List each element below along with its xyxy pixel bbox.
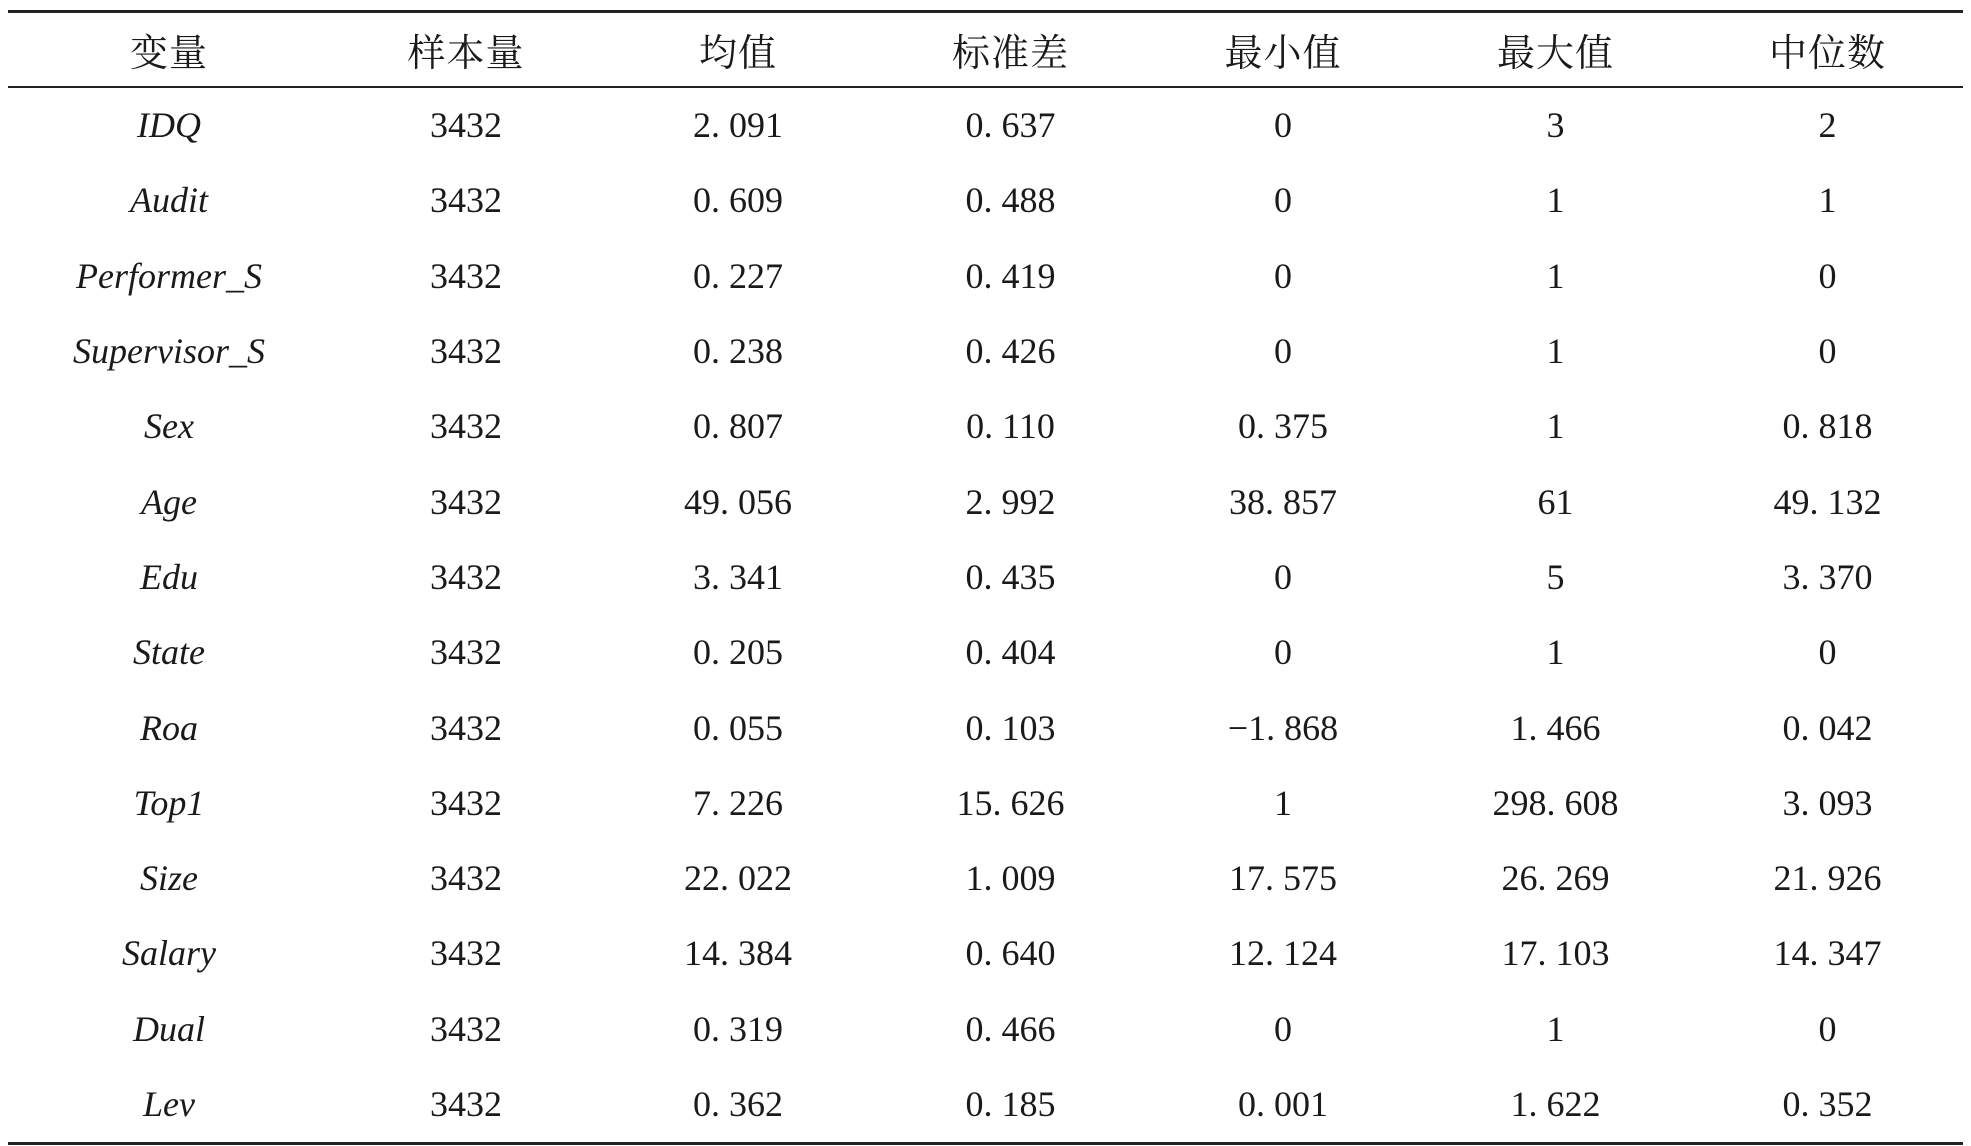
table-row (8, 464, 1963, 539)
cell-mean: 0. 807 (693, 406, 783, 447)
cell-mean: 0. 609 (693, 180, 783, 221)
cell-median: 3. 093 (1782, 782, 1873, 823)
table-row (8, 840, 1963, 915)
cell-std-dev: 2. 992 (965, 481, 1056, 522)
table-row (8, 163, 1963, 238)
cell-mean: 49. 056 (684, 481, 792, 522)
cell-variable: Salary (122, 933, 216, 974)
cell-min: 0 (1274, 556, 1292, 597)
cell-sample-size: 3432 (430, 180, 502, 221)
cell-max: 1 (1546, 406, 1565, 447)
table-row (8, 539, 1963, 614)
table-row (8, 765, 1963, 840)
header-variable: 变量 (129, 31, 208, 75)
table-row (8, 313, 1963, 388)
table-row (8, 916, 1963, 991)
header-max: 最大值 (1496, 31, 1614, 75)
cell-std-dev: 0. 637 (965, 105, 1056, 146)
cell-median: 0. 042 (1782, 707, 1873, 748)
cell-std-dev: 0. 419 (965, 255, 1056, 296)
cell-std-dev: 0. 435 (965, 556, 1056, 597)
cell-mean: 14. 384 (684, 933, 792, 974)
cell-sample-size: 3432 (430, 1008, 502, 1049)
cell-mean: 0. 319 (693, 1008, 783, 1049)
cell-mean: 0. 362 (693, 1084, 783, 1124)
table-row (8, 238, 1963, 313)
table-row (8, 991, 1963, 1066)
cell-median: 21. 926 (1773, 858, 1882, 899)
cell-variable: Supervisor_S (73, 331, 265, 372)
cell-std-dev: 0. 426 (965, 331, 1056, 372)
cell-min: 0 (1274, 180, 1292, 221)
cell-min: 1 (1274, 782, 1292, 823)
cell-median: 14. 347 (1773, 933, 1882, 974)
cell-min: 0. 375 (1238, 406, 1328, 447)
cell-sample-size: 3432 (430, 707, 502, 748)
cell-median: 0 (1818, 331, 1837, 372)
cell-std-dev: 0. 640 (965, 933, 1056, 974)
cell-max: 1 (1546, 180, 1565, 221)
cell-mean: 0. 055 (693, 707, 783, 748)
cell-std-dev: 15. 626 (956, 782, 1065, 823)
cell-variable: Top1 (133, 782, 205, 823)
cell-std-dev: 0. 488 (965, 180, 1056, 221)
table-header (8, 13, 1963, 86)
cell-sample-size: 3432 (430, 255, 502, 296)
cell-std-dev: 0. 185 (965, 1084, 1056, 1124)
cell-min: 17. 575 (1229, 858, 1337, 899)
header-median: 中位数 (1768, 31, 1886, 75)
cell-mean: 0. 227 (693, 255, 783, 296)
cell-sample-size: 3432 (430, 782, 502, 823)
cell-mean: 2. 091 (693, 105, 783, 146)
descriptive-statistics-table (8, 10, 1963, 1145)
cell-mean: 7. 226 (693, 782, 783, 823)
header-std-dev: 标准差 (951, 31, 1069, 75)
cell-median: 1 (1818, 180, 1837, 221)
cell-median: 0 (1818, 632, 1837, 673)
cell-min: 12. 124 (1229, 933, 1337, 974)
cell-sample-size: 3432 (430, 1084, 502, 1124)
cell-std-dev: 0. 404 (965, 632, 1056, 673)
header-sample-size: 样本量 (407, 31, 525, 75)
cell-variable: Roa (140, 707, 198, 748)
cell-std-dev: 1. 009 (965, 858, 1056, 899)
cell-median: 0 (1818, 1008, 1837, 1049)
table-row (8, 389, 1963, 464)
cell-std-dev: 0. 466 (965, 1008, 1056, 1049)
cell-mean: 0. 238 (693, 331, 783, 372)
cell-median: 3. 370 (1782, 556, 1873, 597)
cell-median: 0. 352 (1782, 1084, 1873, 1124)
cell-mean: 3. 341 (693, 556, 783, 597)
header-min: 最小值 (1224, 31, 1342, 75)
cell-min: 0 (1274, 105, 1292, 146)
cell-sample-size: 3432 (430, 331, 502, 372)
cell-max: 3 (1546, 105, 1565, 146)
cell-std-dev: 0. 110 (966, 406, 1055, 447)
cell-median: 49. 132 (1773, 481, 1882, 522)
cell-median: 0. 818 (1782, 406, 1873, 447)
cell-median: 0 (1818, 255, 1837, 296)
table-row (8, 88, 1963, 163)
cell-variable: State (133, 632, 205, 673)
cell-min: 0 (1274, 1008, 1292, 1049)
cell-sample-size: 3432 (430, 406, 502, 447)
cell-min: 0 (1274, 331, 1292, 372)
cell-sample-size: 3432 (430, 105, 502, 146)
cell-variable: Lev (143, 1084, 195, 1124)
table-row (8, 615, 1963, 690)
cell-std-dev: 0. 103 (965, 707, 1056, 748)
cell-min: 38. 857 (1229, 481, 1337, 522)
table-bottom-rule (8, 1142, 1963, 1145)
cell-max: 1. 466 (1510, 707, 1601, 748)
cell-variable: Size (140, 858, 198, 899)
cell-sample-size: 3432 (430, 481, 502, 522)
cell-min: 0 (1274, 255, 1292, 296)
cell-max: 1 (1546, 331, 1565, 372)
header-mean: 均值 (698, 31, 777, 75)
cell-mean: 22. 022 (684, 858, 792, 899)
table-row (8, 1066, 1963, 1141)
cell-max: 1 (1546, 1008, 1565, 1049)
cell-variable: Edu (140, 556, 198, 597)
cell-sample-size: 3432 (430, 556, 502, 597)
cell-sample-size: 3432 (430, 632, 502, 673)
cell-max: 26. 269 (1501, 858, 1610, 899)
cell-max: 61 (1537, 481, 1574, 522)
cell-variable: Dual (133, 1008, 205, 1049)
cell-max: 298. 608 (1492, 782, 1619, 823)
cell-variable: Audit (130, 180, 208, 221)
table-row (8, 690, 1963, 765)
header-row (8, 13, 1963, 86)
cell-min: −1. 868 (1227, 707, 1339, 748)
table-body (8, 88, 1963, 1142)
cell-variable: Age (141, 481, 197, 522)
cell-min: 0 (1274, 632, 1292, 673)
cell-sample-size: 3432 (430, 933, 502, 974)
cell-min: 0. 001 (1238, 1084, 1328, 1124)
cell-max: 5 (1546, 556, 1565, 597)
cell-variable: Sex (144, 406, 194, 447)
cell-variable: IDQ (137, 105, 201, 146)
cell-median: 2 (1818, 105, 1837, 146)
cell-variable: Performer_S (76, 255, 262, 296)
cell-sample-size: 3432 (430, 858, 502, 899)
cell-max: 1 (1546, 255, 1565, 296)
cell-max: 1. 622 (1510, 1084, 1601, 1124)
cell-mean: 0. 205 (693, 632, 783, 673)
cell-max: 17. 103 (1501, 933, 1610, 974)
cell-max: 1 (1546, 632, 1565, 673)
